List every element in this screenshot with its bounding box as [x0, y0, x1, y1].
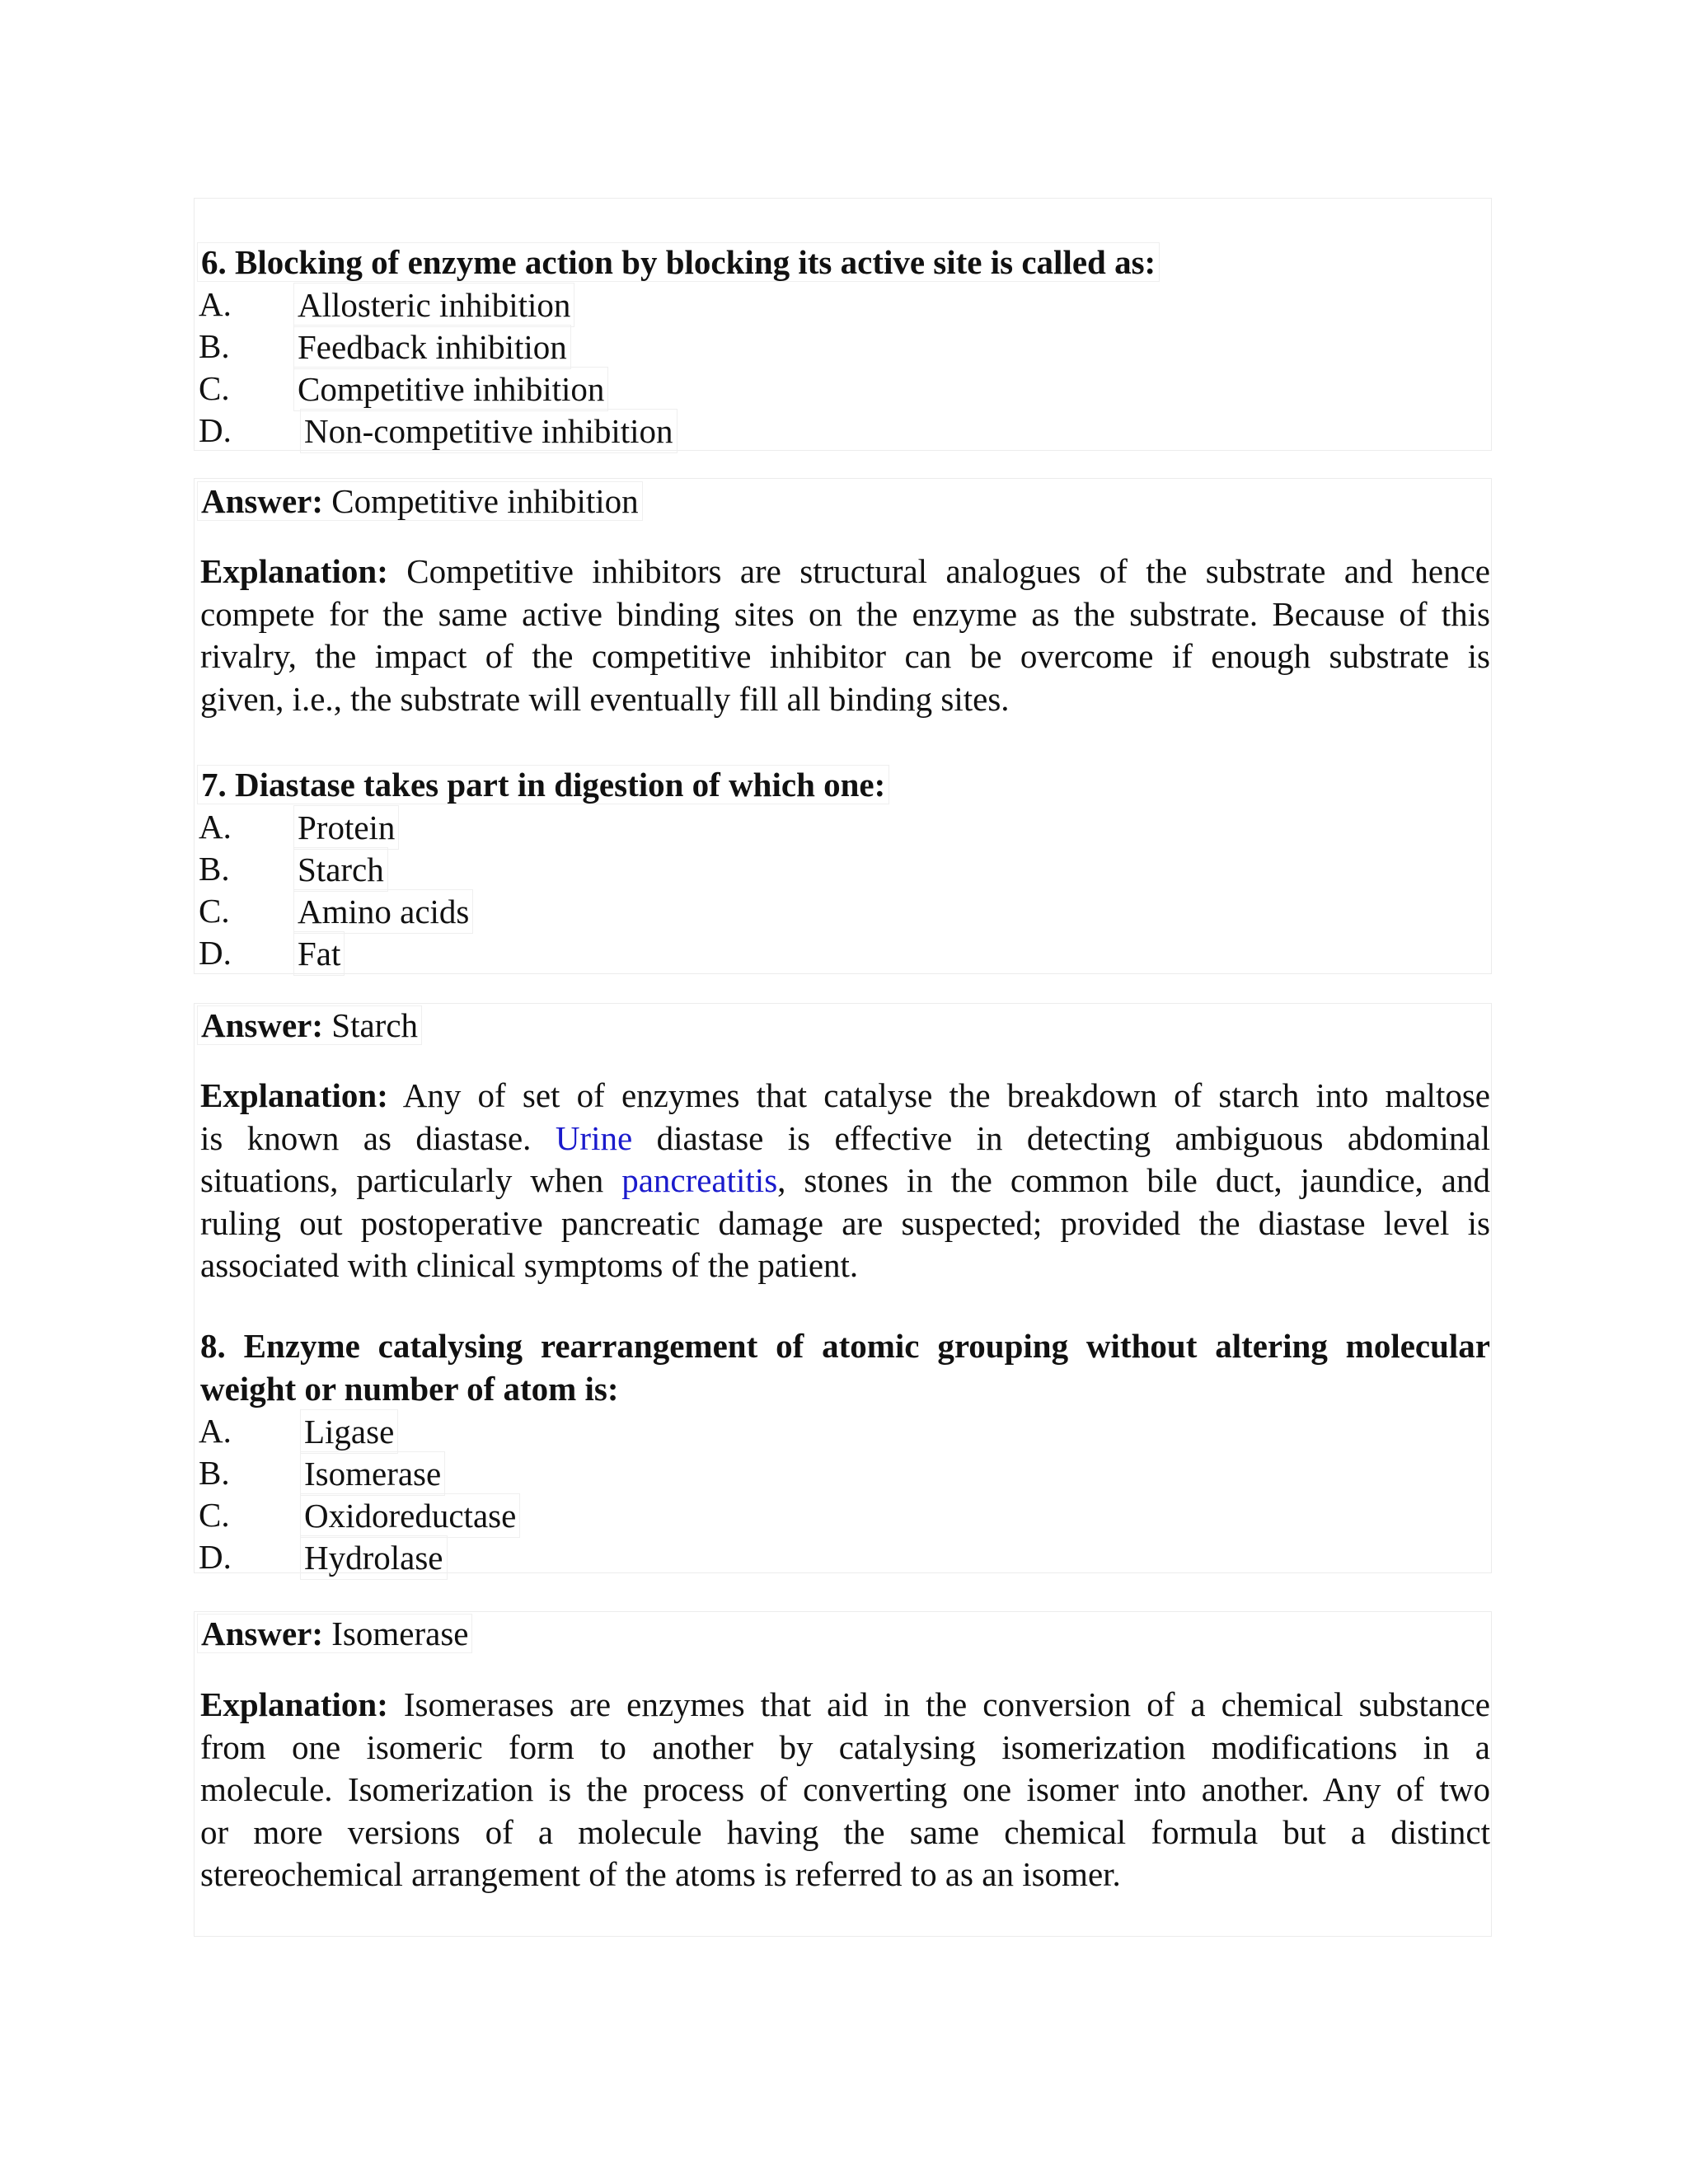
- explanation-line: , stones in the common bile duct, jaundice, and: [777, 1161, 1490, 1199]
- question-7-text: 7. Diastase takes part in digestion of which one:: [197, 765, 889, 804]
- option-letter: C.: [199, 1496, 230, 1534]
- question-8-title: [200, 1325, 1490, 1410]
- option-text: Feedback inhibition: [293, 325, 571, 369]
- explanation-line: or more versions of a molecule having the same chemical formula but a distinct: [200, 1812, 1490, 1851]
- explanation-line: Any of set of enzymes that catalyse the breakdown of starch into maltose: [402, 1076, 1490, 1114]
- explanation-line: from one isomeric form to another by catalysing isomerization modifications in a: [200, 1727, 1490, 1766]
- option-letter: A.: [199, 1412, 232, 1450]
- pancreatitis-link[interactable]: pancreatitis: [621, 1161, 778, 1199]
- explanation-line: compete for the same active binding sites on the enzyme as the substrate. Because of this: [200, 594, 1490, 633]
- answer-label: Answer:: [201, 1615, 324, 1652]
- explanation-line: is known as diastase.: [200, 1118, 556, 1157]
- explanation-line: molecule. Isomerization is the process of converting one isomer into another. Any of two: [200, 1770, 1490, 1808]
- option-letter: D.: [199, 1538, 232, 1576]
- option-text: Ligase: [300, 1409, 398, 1454]
- question-6-text: 6. Blocking of enzyme action by blocking its active site is called as:: [197, 242, 1160, 282]
- option-letter: D.: [199, 934, 232, 972]
- option-text: Starch: [293, 847, 388, 892]
- option-text: Hydrolase: [300, 1535, 448, 1580]
- answer-text: Starch: [331, 1006, 419, 1044]
- option-letter: B.: [199, 850, 230, 888]
- explanation-label: Explanation:: [200, 1685, 388, 1723]
- option-text: Oxidoreductase: [300, 1493, 520, 1538]
- option-text: Non-competitive inhibition: [300, 409, 678, 453]
- option-text: Protein: [293, 805, 399, 850]
- question-7-title: [200, 763, 889, 806]
- option-text: Amino acids: [293, 889, 473, 934]
- option-letter: B.: [199, 1454, 230, 1492]
- option-text: Isomerase: [300, 1451, 445, 1496]
- option-letter: C.: [199, 892, 230, 930]
- answer-text: Isomerase: [331, 1615, 469, 1652]
- answer-8: [200, 1612, 472, 1655]
- answer-6: [200, 480, 643, 523]
- option-letter: B.: [199, 327, 230, 365]
- explanation-line: ruling out postoperative pancreatic damage are suspected; provided the diastase level is: [200, 1203, 1490, 1242]
- explanation-line: Competitive inhibitors are structural analogues of the substrate and hence: [406, 552, 1490, 590]
- question-8-line: weight or number of atom is:: [200, 1369, 619, 1408]
- answer-label: Answer:: [201, 482, 324, 520]
- explanation-line: diastase is effective in detecting ambiguous abdominal: [632, 1118, 1490, 1157]
- explanation-label: Explanation:: [200, 1076, 388, 1114]
- explanation-line: stereochemical arrangement of the atoms is referred to as an isomer.: [200, 1855, 1121, 1893]
- urine-link[interactable]: Urine: [555, 1118, 633, 1157]
- explanation-line: given, i.e., the substrate will eventually fill all binding sites.: [200, 679, 1010, 718]
- option-text: Allosteric inhibition: [293, 283, 574, 327]
- option-text: Fat: [293, 931, 345, 976]
- explanation-line: situations, particularly when: [200, 1161, 622, 1199]
- explanation-line: rivalry, the impact of the competitive inhibitor can be overcome if enough substrate is: [200, 637, 1490, 675]
- option-letter: D.: [199, 411, 232, 449]
- explanation-7: [200, 1075, 1490, 1287]
- answer-label: Answer:: [201, 1006, 324, 1044]
- explanation-line: Isomerases are enzymes that aid in the conversion of a chemical substance: [403, 1685, 1490, 1723]
- option-letter: A.: [199, 285, 232, 323]
- explanation-line: associated with clinical symptoms of the patient.: [200, 1246, 859, 1284]
- question-8-line: 8. Enzyme catalysing rearrangement of atomic grouping without altering molecular: [200, 1327, 1490, 1365]
- option-letter: C.: [199, 369, 230, 407]
- explanation-label: Explanation:: [200, 552, 388, 590]
- option-letter: A.: [199, 808, 232, 846]
- answer-7: [200, 1004, 422, 1047]
- answer-text: Competitive inhibition: [331, 482, 639, 520]
- option-text: Competitive inhibition: [293, 367, 608, 411]
- question-6-title: [200, 241, 1160, 284]
- explanation-6: [200, 551, 1490, 720]
- explanation-8: [200, 1684, 1490, 1896]
